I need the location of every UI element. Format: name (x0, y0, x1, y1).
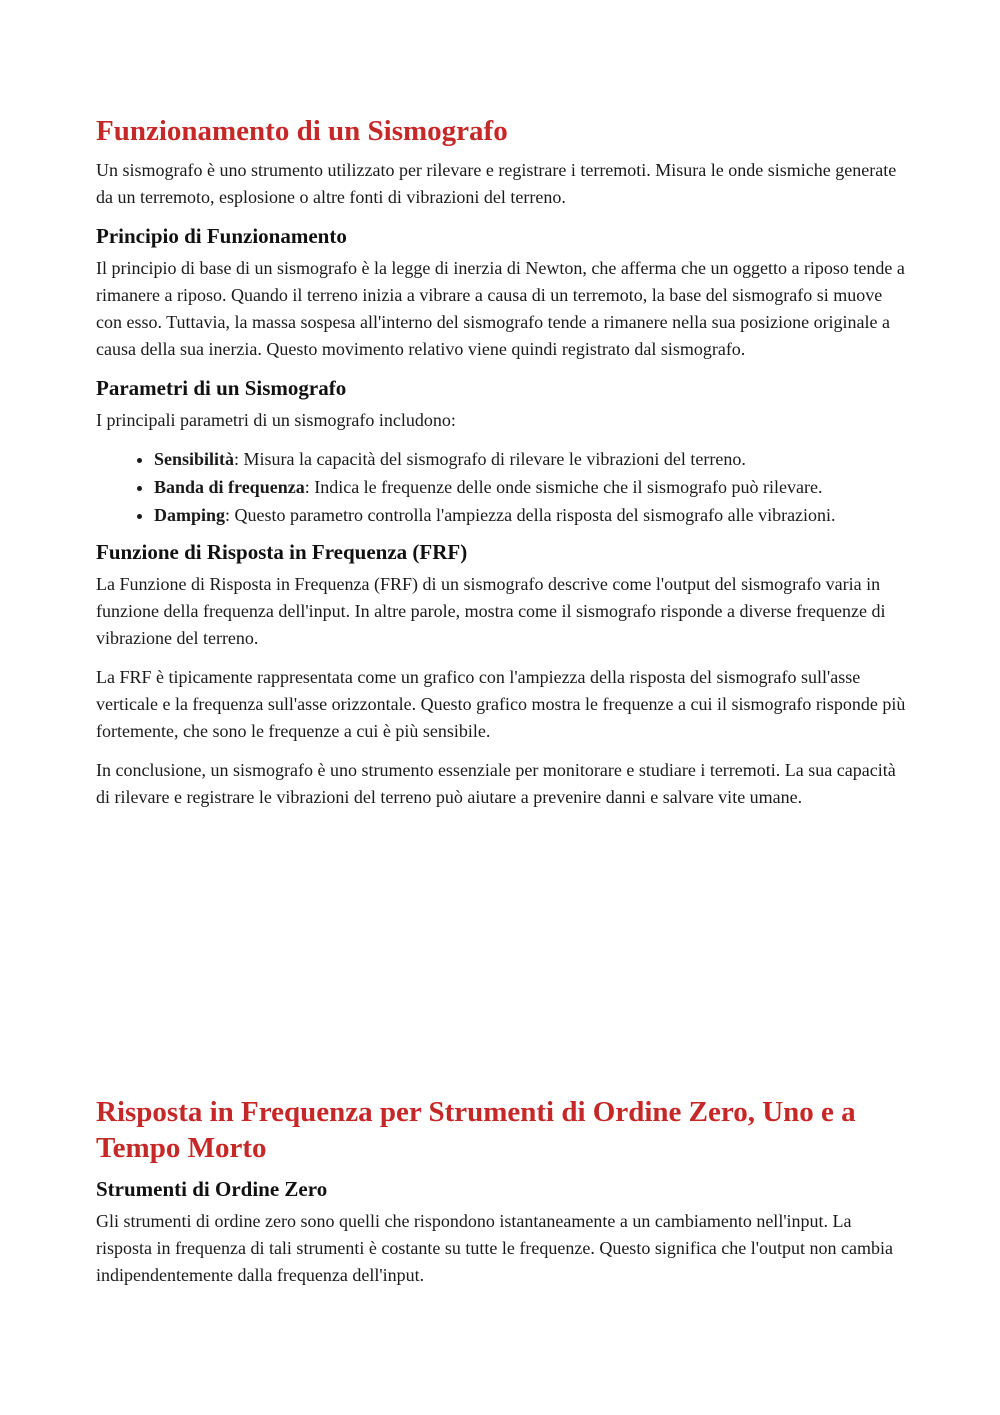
principle-paragraph: Il principio di base di un sismografo è la legge di inerzia di Newton, che afferma che un oggetto a riposo tende a rimanere a riposo. Quando il terreno inizia a vibrare a causa di un terremoto, la base del sismografo si muove con esso. Tuttavia, la massa sospesa all'interno del sismografo tende a rimanere nella sua posizione originale a causa della sua inerzia. Questo movimento relativo viene quindi registrato dal sismografo. (96, 258, 905, 359)
parameters-intro: I principali parametri di un sismografo includono: (96, 410, 456, 430)
list-item-desc: : Misura la capacità del sismografo di rilevare le vibrazioni del terreno. (234, 449, 746, 469)
list-item (154, 474, 911, 501)
list-item (154, 502, 911, 529)
heading-frf: Funzione di Risposta in Frequenza (FRF) (96, 540, 468, 564)
heading-parameters: Parametri di un Sismografo (96, 376, 347, 400)
section-title: Risposta in Frequenza per Strumenti di Ordine Zero, Uno e a Tempo Morto (96, 1096, 856, 1164)
heading-principle: Principio di Funzionamento (96, 224, 347, 248)
section-frequency-response (96, 1094, 911, 1301)
list-item (154, 446, 911, 473)
frf-paragraph-2: La FRF è tipicamente rappresentata come un grafico con l'ampiezza della risposta del sismografo sull'asse verticale e la frequenza sull'asse orizzontale. Questo grafico mostra le frequenze a cui il sismografo risponde più fortemente, che sono le frequenze a cui è più sensibile. (96, 667, 906, 741)
list-item-desc: : Indica le frequenze delle onde sismiche che il sismografo può rilevare. (304, 477, 823, 497)
section-title: Funzionamento di un Sismografo (96, 115, 508, 147)
intro-paragraph: Un sismografo è uno strumento utilizzato per rilevare e registrare i terremoti. Misura le onde sismiche generate da un terremoto, esplosione o altre fonti di vibrazioni del terreno. (96, 160, 897, 207)
list-item-term: Damping (154, 505, 226, 525)
parameters-list (96, 446, 911, 529)
section-seismograph (96, 113, 911, 823)
conclusion-paragraph: In conclusione, un sismografo è uno strumento essenziale per monitorare e studiare i terremoti. La sua capacità di rilevare e registrare le vibrazioni del terreno può aiutare a prevenire danni e salvare vite umane. (96, 760, 896, 807)
heading-zero-order: Strumenti di Ordine Zero (96, 1177, 328, 1201)
list-item-desc: : Questo parametro controlla l'ampiezza della risposta del sismografo alle vibrazioni. (225, 505, 836, 525)
zero-order-paragraph: Gli strumenti di ordine zero sono quelli che rispondono istantaneamente a un cambiamento nell'input. La risposta in frequenza di tali strumenti è costante su tutte le frequenze. Questo significa che l'output non cambia indipendentemente dalla frequenza dell'input. (96, 1211, 893, 1285)
list-item-term: Banda di frequenza (154, 477, 305, 497)
list-item-term: Sensibilità (154, 449, 235, 469)
frf-paragraph-1: La Funzione di Risposta in Frequenza (FRF) di un sismografo descrive come l'output del sismografo varia in funzione della frequenza dell'input. In altre parole, mostra come il sismografo risponde a diverse frequenze di vibrazione del terreno. (96, 574, 886, 648)
